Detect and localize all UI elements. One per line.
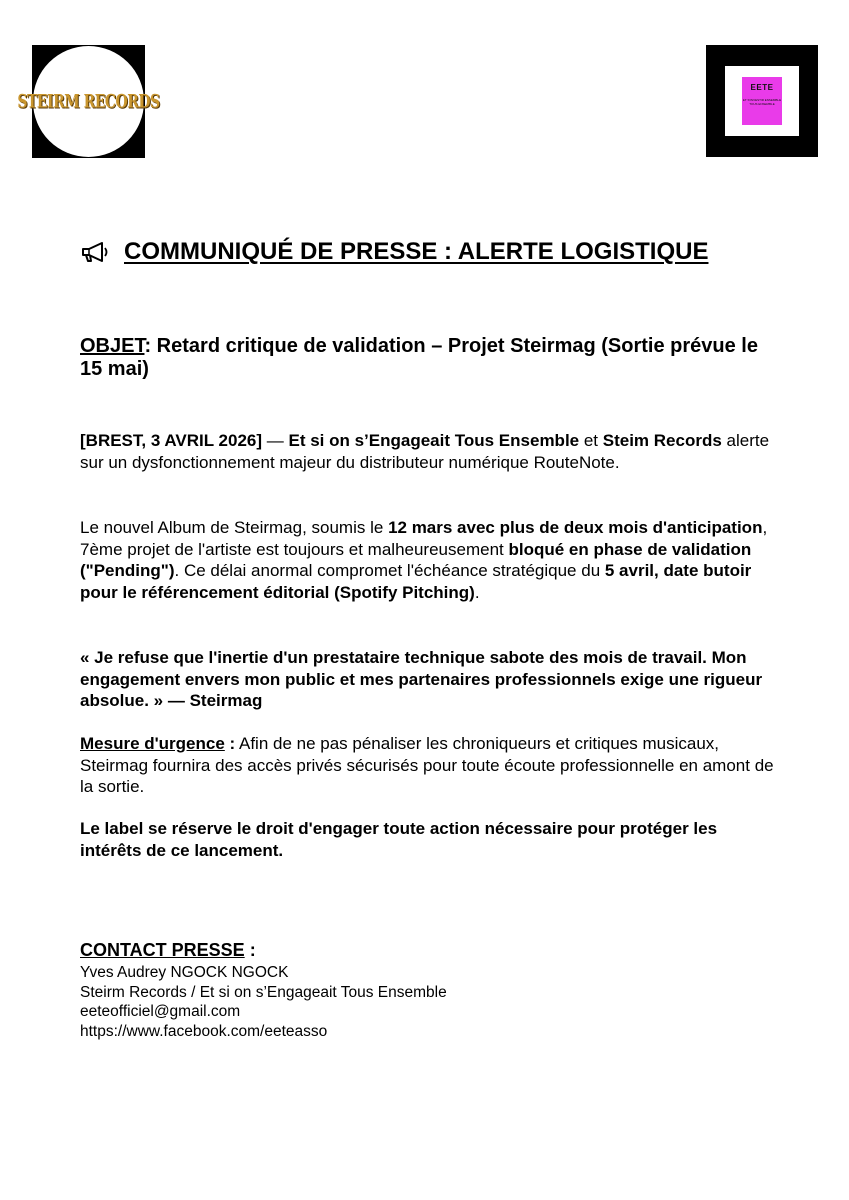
logo-badge — [742, 77, 782, 125]
subject-text: : Retard critique de validation – Projet Steirmag (Sortie prévue le 15 mai) — [80, 335, 758, 380]
logo-subtitle-1: ET S'INVESTIR ENSEMBLE — [742, 98, 782, 102]
org-name-2: Steim Records — [602, 431, 722, 450]
dateline: [BREST, 3 AVRIL 2026] — [80, 431, 263, 450]
eete-logo — [706, 45, 818, 157]
headline-text: COMMUNIQUÉ DE PRESSE : ALERTE LOGISTIQUE — [124, 238, 709, 265]
album-bold-1: 12 mars avec plus de deux mois d'anticipation — [388, 518, 763, 537]
contact-name: Yves Audrey NGOCK NGOCK — [80, 964, 289, 981]
megaphone-icon — [80, 240, 112, 264]
urgency-colon: : — [224, 734, 236, 753]
subject-line — [80, 335, 780, 381]
logo-frame — [725, 66, 799, 136]
org-name-1: Et si on s’Engageait Tous Ensemble — [288, 431, 580, 450]
album-text-2: , 7ème projet de l'artiste est toujours et malheureusement — [80, 518, 768, 559]
page-title — [80, 238, 780, 266]
album-bold-3: 5 avril, date butoir pour le référencement éditorial (Spotify Pitching) — [80, 561, 752, 602]
album-paragraph — [80, 517, 780, 603]
urgency-text: Afin de ne pas pénaliser les chroniqueurs et critiques musicaux, Steirmag fournira des accès privés sécurisés pour toute écoute professionnelle en amont de la sortie. — [80, 734, 774, 796]
closing-statement: Le label se réserve le droit d'engager toute action nécessaire pour protéger les intérêts de ce lancement. — [80, 819, 718, 860]
urgency-paragraph — [80, 733, 780, 798]
intro-paragraph — [80, 430, 780, 473]
urgency-label: Mesure d'urgence — [80, 734, 225, 753]
contact-title: CONTACT PRESSE — [80, 940, 245, 960]
contact-email[interactable]: eeteofficiel@gmail.com — [80, 1003, 241, 1020]
contact-org: Steirm Records / Et si on s’Engageait Tous Ensemble — [80, 983, 447, 1001]
logo-disc — [17, 46, 160, 157]
conjunction: et — [579, 431, 603, 450]
album-text-1: Le nouvel Album de Steirmag, soumis le — [80, 518, 389, 537]
album-bold-2: bloqué en phase de validation ("Pending") — [80, 539, 752, 580]
logo-subtitle-2: TOUS ENSEMBLE — [749, 102, 775, 106]
intro-rest: alerte sur un dysfonctionnement majeur du distributeur numérique RouteNote. — [80, 431, 770, 472]
contact-block — [80, 963, 447, 1041]
contact-title-suffix: : — [244, 940, 256, 960]
dash: — — [262, 431, 289, 450]
album-text-3: . Ce délai anormal compromet l'échéance stratégique du — [174, 561, 605, 580]
contact-heading — [80, 940, 256, 961]
logo-brand-text: STEIRM RECORDS — [17, 90, 160, 113]
album-text-4: . — [474, 582, 480, 602]
logo-title: EETE — [750, 83, 774, 92]
subject-label: OBJET — [80, 335, 145, 357]
artist-quote: « Je refuse que l'inertie d'un prestataire technique sabote des mois de travail. Mon engagement envers mon public et mes partenaires professionnels exige une rigueur absolue. » — Steirmag — [80, 648, 763, 710]
steirm-records-logo — [17, 45, 160, 158]
contact-url[interactable]: https://www.facebook.com/eeteasso — [80, 1022, 328, 1040]
